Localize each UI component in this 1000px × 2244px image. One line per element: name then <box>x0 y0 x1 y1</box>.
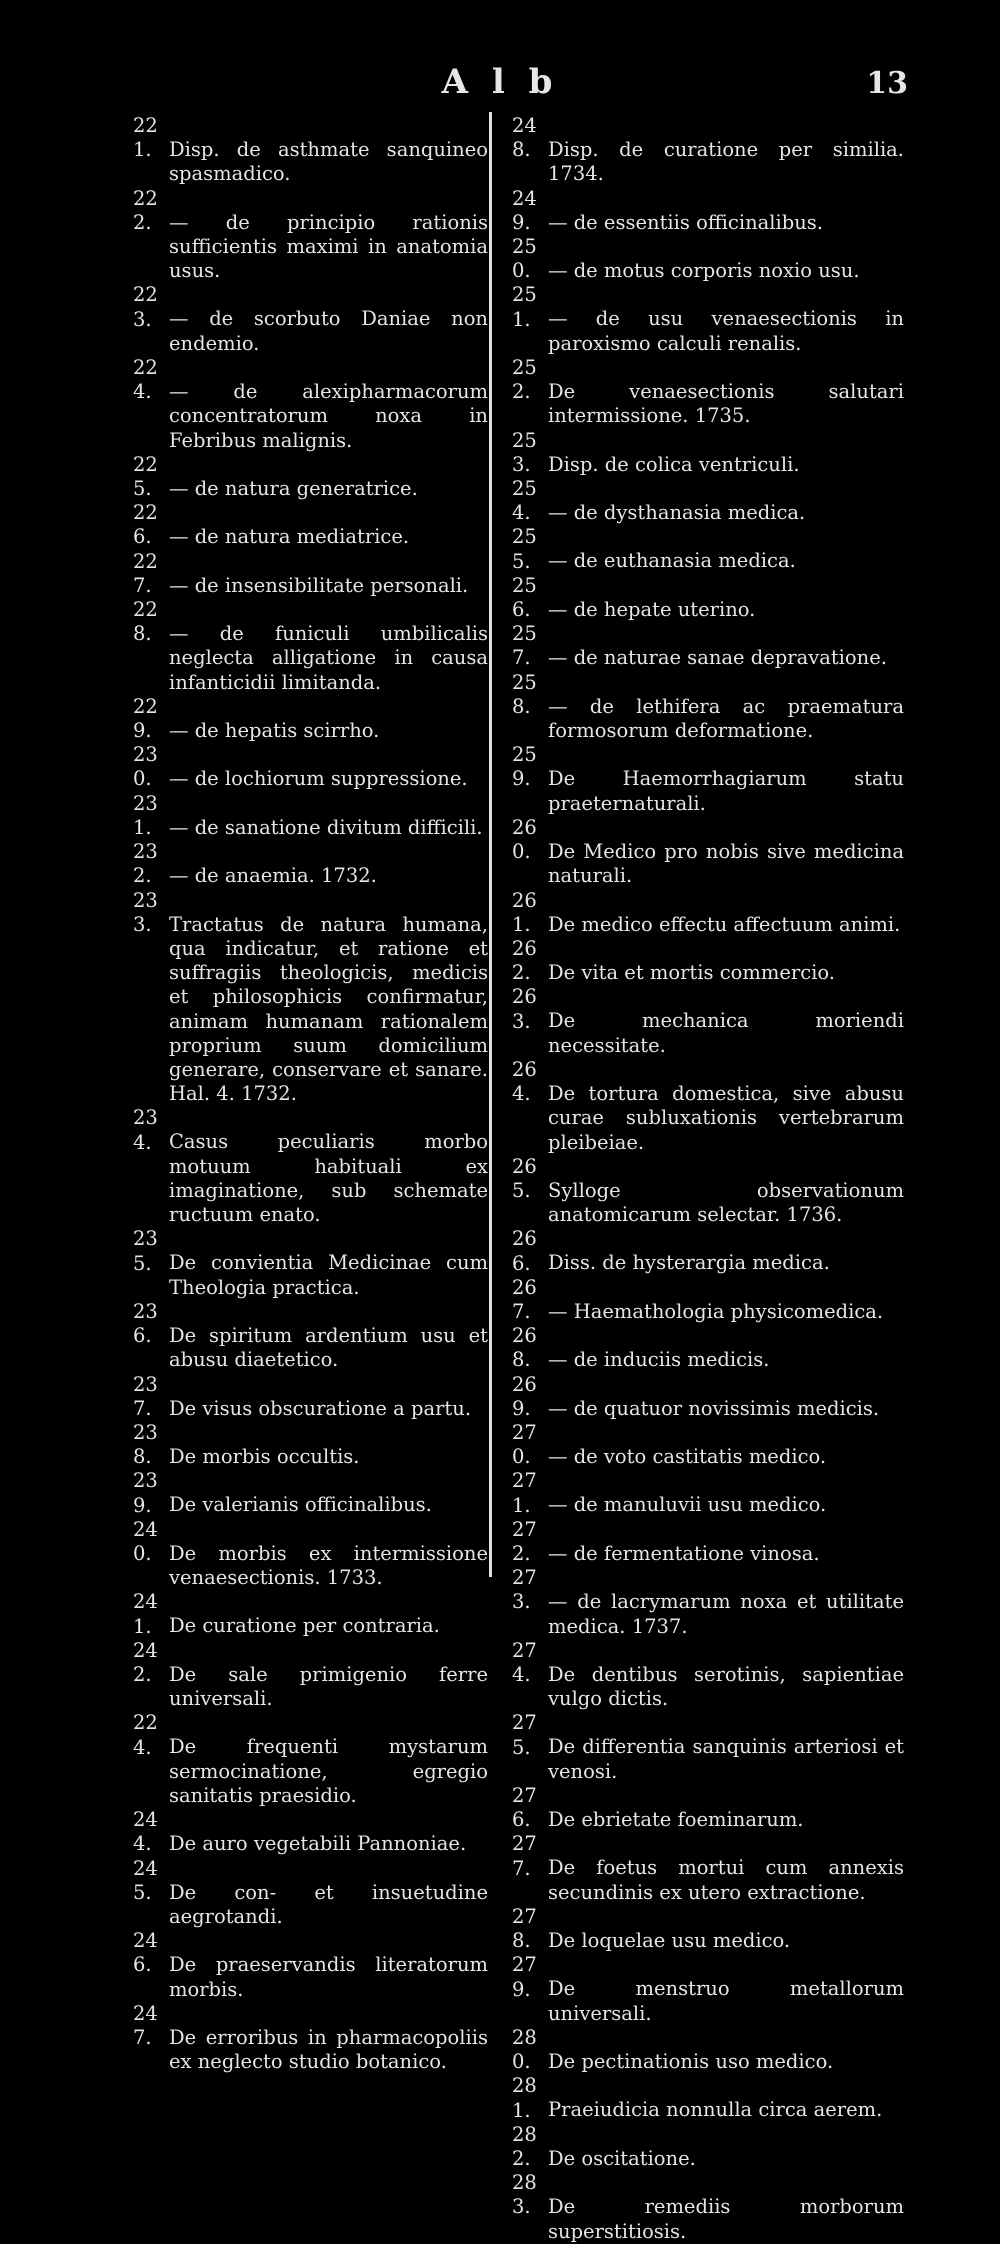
entry-title: — de motus corporis noxio usu. <box>548 259 860 283</box>
page-number: 13 <box>866 66 908 101</box>
catalog-entry <box>512 671 904 744</box>
entry-number: 266. <box>512 1227 537 1275</box>
catalog-entry <box>133 356 488 453</box>
entry-title: — de essentiis officinalibus. <box>548 210 823 234</box>
catalog-entry <box>133 501 488 549</box>
entry-title: Disp. de colica ventriculi. <box>548 452 800 476</box>
catalog-entry <box>512 477 904 525</box>
entry-number: 279. <box>512 1953 537 2001</box>
right-column <box>512 114 904 2244</box>
entry-title: — de scorbuto Daniae non endemio. <box>169 307 488 355</box>
entry-title: Disp. de asthmate sanquineo spasmadico. <box>169 138 488 186</box>
catalog-entry <box>512 1058 904 1155</box>
entry-number: 253. <box>512 428 537 476</box>
entry-number: 235. <box>133 1227 158 1275</box>
catalog-entry <box>133 1929 488 2002</box>
catalog-entry <box>512 356 904 429</box>
entry-number: 270. <box>512 1420 537 1469</box>
entry-title: Casus peculiaris morbo motuum habituali ex imaginatione, sub schemate ructuum enato. <box>169 1130 488 1227</box>
catalog-entry <box>512 1276 904 1324</box>
entry-number: 249. <box>512 186 537 234</box>
catalog-entry <box>512 1155 904 1228</box>
entry-title: Praeiudicia nonnulla circa aerem. <box>548 2098 883 2122</box>
entry-number: 246. <box>133 1929 158 1977</box>
catalog-entry <box>133 1227 488 1300</box>
catalog-entry <box>512 2074 904 2122</box>
catalog-entry <box>512 235 904 283</box>
entry-title: De visus obscuratione a partu. <box>169 1396 472 1420</box>
catalog-entry <box>512 114 904 187</box>
catalog-entry <box>512 743 904 816</box>
entry-number: 239. <box>133 1469 158 1517</box>
entry-title: De menstruo metallorum universali. <box>548 1977 904 2025</box>
catalog-entry <box>512 937 904 985</box>
entry-title: — de hepatis scirrho. <box>169 719 380 743</box>
entry-title: De convientia Medicinae cum Theologia practica. <box>169 1251 488 1299</box>
catalog-entry <box>512 187 904 235</box>
catalog-entry <box>133 453 488 501</box>
entry-number: 242. <box>133 1638 158 1686</box>
entry-title: — de sanatione divitum difficili. <box>169 815 483 839</box>
catalog-entry <box>512 2026 904 2074</box>
catalog-entry <box>512 2171 904 2244</box>
catalog-entry <box>133 1469 488 1517</box>
entry-title: De differentia sanquinis arteriosi et venosi. <box>548 1735 904 1783</box>
catalog-entry <box>512 574 904 622</box>
entry-number: 265. <box>512 1154 537 1202</box>
entry-number: 271. <box>512 1469 537 1517</box>
entry-number: 223. <box>133 283 158 331</box>
entry-number: 277. <box>512 1832 537 1880</box>
entry-number: 259. <box>512 743 537 791</box>
entry-title: De con- et insuetudine aegrotandi. <box>169 1880 488 1929</box>
entry-number: 231. <box>133 791 158 839</box>
entry-number: 229. <box>133 694 158 743</box>
entry-title: De valerianis officinalibus. <box>169 1493 432 1517</box>
entry-number: 247. <box>133 2001 158 2050</box>
catalog-entry <box>133 1518 488 1591</box>
entry-number: 280. <box>512 2026 537 2074</box>
entry-title: — de euthanasia medica. <box>548 549 796 573</box>
entry-title: De oscitatione. <box>548 2147 696 2171</box>
entry-title: De tortura domestica, sive abusu curae subluxationis vertebrarum pleibeiae. <box>548 1082 904 1154</box>
entry-number: 224. <box>133 356 158 404</box>
entry-title: — de natura generatrice. <box>169 477 418 501</box>
catalog-entry <box>133 598 488 695</box>
entry-title: De praeservandis literatorum morbis. <box>169 1953 488 2001</box>
entry-number: 251. <box>512 283 537 331</box>
entry-title: Diss. de hysterargia medica. <box>548 1251 830 1275</box>
catalog-entry <box>512 2123 904 2171</box>
entry-title: — de alexipharmacorum concentratorum noxa in Febribus malignis. <box>169 380 488 452</box>
catalog-entry <box>512 889 904 937</box>
entry-number: 241. <box>133 1590 158 1638</box>
catalog-entry <box>512 1421 904 1469</box>
entry-number: 261. <box>512 888 537 936</box>
entry-number: 254. <box>512 477 537 525</box>
catalog-entry <box>512 816 904 889</box>
catalog-entry <box>133 1857 488 1930</box>
entry-title: Tractatus de natura humana, qua indicatur, et ratione et suffragiis theologicis, medicis et philosophicis confirmatur, animam humanam rationalem proprium suum domicilium generare, conservare et sanare. Hal. 4. 1732. <box>169 912 488 1106</box>
entry-title: De ebrietate foeminarum. <box>548 1808 804 1832</box>
entry-title: — de funiculi umbilicalis neglecta alligatione in causa infanticidii limitanda. <box>169 622 488 694</box>
catalog-entry <box>133 550 488 598</box>
catalog-entry <box>512 1518 904 1566</box>
entry-number: 237. <box>133 1372 158 1420</box>
entry-number: 255. <box>512 525 537 573</box>
catalog-entry <box>512 1639 904 1712</box>
entry-number: 278. <box>512 1905 537 1953</box>
entry-title: — de usu venaesectionis in paroxismo calculi renalis. <box>548 307 904 355</box>
entry-number: 250. <box>512 235 537 283</box>
entry-number: 283. <box>512 2171 537 2219</box>
entry-title: De Medico pro nobis sive medicina naturali. <box>548 840 904 888</box>
catalog-entry <box>512 1566 904 1639</box>
catalog-entry <box>133 1808 488 1856</box>
entry-number: 252. <box>512 356 537 404</box>
entry-title: — de induciis medicis. <box>548 1348 770 1372</box>
entry-number: 274. <box>512 1638 537 1686</box>
entry-number: 221. <box>133 114 158 162</box>
entry-number: 224. <box>133 1711 158 1759</box>
entry-title: De mechanica moriendi necessitate. <box>548 1009 904 1057</box>
entry-number: 268. <box>512 1324 537 1372</box>
entry-number: 275. <box>512 1711 537 1759</box>
entry-title: De curatione per contraria. <box>169 1614 440 1638</box>
entry-title: — Haemathologia physicomedica. <box>548 1299 884 1323</box>
entry-number: 232. <box>133 840 158 888</box>
entry-number: 281. <box>512 2074 537 2122</box>
catalog-entry <box>512 1832 904 1905</box>
entry-number: 222. <box>133 186 158 234</box>
entry-number: 234. <box>133 1106 158 1154</box>
entry-number: 267. <box>512 1275 537 1323</box>
entry-number: 269. <box>512 1372 537 1420</box>
entry-title: De venaesectionis salutari intermissione. 1735. <box>548 380 904 428</box>
entry-title: — de naturae sanae depravatione. <box>548 646 887 670</box>
catalog-entry <box>133 1300 488 1373</box>
entry-number: 230. <box>133 743 158 791</box>
catalog-entry <box>133 840 488 888</box>
catalog-entry <box>512 622 904 670</box>
entry-title: De frequenti mystarum sermocinatione, egregio sanitatis praesidio. <box>169 1735 488 1808</box>
catalog-entry <box>512 1953 904 2026</box>
entry-title: De loquelae usu medico. <box>548 1929 791 1953</box>
entry-number: 244. <box>133 1808 158 1856</box>
entry-number: 263. <box>512 985 537 1033</box>
entry-title: Sylloge observationum anatomicarum selectar. 1736. <box>548 1178 904 1227</box>
entry-title: — de principio rationis sufficientis maximi in anatomia usus. <box>169 210 488 283</box>
entry-number: 257. <box>512 622 537 670</box>
catalog-entry <box>512 1227 904 1275</box>
entry-number: 240. <box>133 1517 158 1565</box>
catalog-entry <box>133 743 488 791</box>
catalog-entry <box>512 1469 904 1517</box>
entry-title: — de lacrymarum noxa et utilitate medica. 1737. <box>548 1590 904 1638</box>
entry-number: 228. <box>133 598 158 646</box>
catalog-entry <box>133 1639 488 1712</box>
catalog-entry <box>133 187 488 284</box>
entry-number: 236. <box>133 1299 158 1348</box>
column-divider <box>489 112 492 1577</box>
entry-number: 272. <box>512 1517 537 1565</box>
catalog-entry <box>512 283 904 356</box>
entry-number: 248. <box>512 114 537 162</box>
catalog-entry <box>133 1590 488 1638</box>
entry-number: 227. <box>133 549 158 597</box>
entry-title: De dentibus serotinis, sapientiae vulgo dictis. <box>548 1663 904 1711</box>
catalog-entry <box>512 1324 904 1372</box>
entry-number: 226. <box>133 501 158 549</box>
entry-number: 225. <box>133 452 158 501</box>
entry-title: De auro vegetabili Pannoniae. <box>169 1832 467 1856</box>
entry-title: — de natura mediatrice. <box>169 525 410 549</box>
entry-title: Disp. de curatione per similia. 1734. <box>548 138 904 186</box>
header-title: A l b <box>441 62 559 102</box>
catalog-entry <box>133 2002 488 2075</box>
catalog-entry <box>133 283 488 356</box>
catalog-entry <box>512 525 904 573</box>
left-column <box>133 114 488 2074</box>
entry-title: De spiritum ardentium usu et abusu diaetetico. <box>169 1324 488 1372</box>
entry-title: De Haemorrhagiarum statu praeternaturali. <box>548 767 904 815</box>
entry-title: De remediis morborum superstitiosis. <box>548 2195 904 2243</box>
entry-number: 260. <box>512 815 537 864</box>
entry-number: 233. <box>133 888 158 936</box>
catalog-entry <box>133 1711 488 1808</box>
entry-title: — de anaemia. 1732. <box>169 864 377 888</box>
entry-title: — de voto castitatis medico. <box>548 1445 827 1469</box>
catalog-entry <box>133 114 488 187</box>
entry-title: — de hepate uterino. <box>548 598 756 622</box>
catalog-entry <box>512 1905 904 1953</box>
entry-number: 258. <box>512 670 537 718</box>
catalog-entry <box>133 889 488 1107</box>
entry-title: De morbis ex intermissione venaesectionis. 1733. <box>169 1541 488 1590</box>
entry-title: De pectinationis uso medico. <box>548 2050 834 2074</box>
entry-number: 264. <box>512 1057 537 1106</box>
entry-title: — de fermentatione vinosa. <box>548 1541 820 1565</box>
catalog-entry <box>133 792 488 840</box>
entry-number: 238. <box>133 1420 158 1469</box>
entry-number: 262. <box>512 936 537 985</box>
entry-title: De foetus mortui cum annexis secundinis ex utero extractione. <box>548 1856 904 1904</box>
catalog-entry <box>133 1421 488 1469</box>
entry-number: 256. <box>512 573 537 622</box>
catalog-entry <box>512 1784 904 1832</box>
running-header <box>0 62 1000 112</box>
entry-title: — de manuluvii usu medico. <box>548 1493 827 1517</box>
catalog-entry <box>133 1106 488 1227</box>
entry-title: — de quatuor novissimis medicis. <box>548 1396 880 1420</box>
catalog-entry <box>133 1373 488 1421</box>
catalog-entry <box>512 985 904 1058</box>
entry-number: 282. <box>512 2122 537 2171</box>
catalog-entry <box>512 429 904 477</box>
entry-title: — de insensibilitate personali. <box>169 573 469 597</box>
catalog-entry <box>133 695 488 743</box>
entry-number: 245. <box>133 1856 158 1904</box>
entry-title: De sale primigenio ferre universali. <box>169 1663 488 1711</box>
entry-title: De erroribus in pharmacopoliis ex neglecto studio botanico. <box>169 2026 488 2074</box>
entry-number: 273. <box>512 1566 537 1614</box>
entry-number: 276. <box>512 1784 537 1832</box>
entry-title: — de lethifera ac praematura formosorum deformatione. <box>548 694 904 743</box>
entry-title: De morbis occultis. <box>169 1445 360 1469</box>
entry-title: — de lochiorum suppressione. <box>169 767 468 791</box>
entry-title: De medico effectu affectuum animi. <box>548 912 901 936</box>
catalog-entry <box>512 1373 904 1421</box>
entry-title: — de dysthanasia medica. <box>548 501 806 525</box>
entry-title: De vita et mortis commercio. <box>548 961 835 985</box>
catalog-entry <box>512 1711 904 1784</box>
